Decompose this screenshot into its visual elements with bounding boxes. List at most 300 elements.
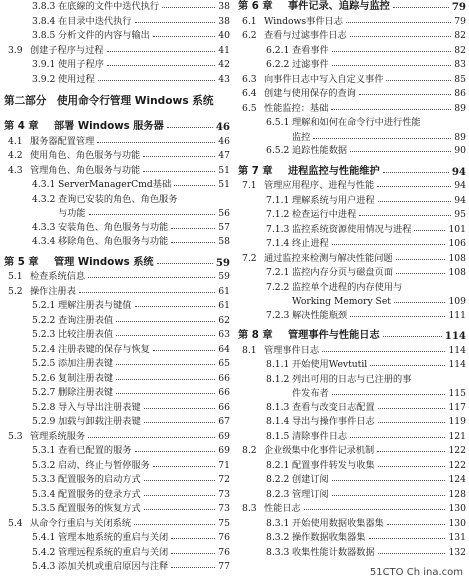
- toc-page-number: 94: [452, 179, 466, 194]
- toc-section[interactable]: [4, 430, 230, 445]
- toc-title: 查看与改变日志配置: [292, 401, 377, 416]
- toc-subsection[interactable]: [238, 266, 466, 281]
- toc-page-number: 51: [216, 164, 230, 179]
- toc-title: 操作注册表: [30, 285, 78, 300]
- toc-title: 安装角色、角色服务与功能: [58, 221, 170, 236]
- toc-title: 配置服务的登录方式: [58, 488, 143, 503]
- toc-title: 查看已配置的服务: [58, 444, 134, 459]
- toc-number: 5.2.9: [32, 416, 56, 427]
- toc-title: 导出与操作事件日志: [292, 415, 377, 430]
- toc-subsection[interactable]: [4, 488, 230, 503]
- toc-subsection[interactable]: [238, 281, 466, 296]
- toc-subsection[interactable]: [238, 208, 466, 223]
- toc-page-number: 63: [216, 328, 230, 343]
- toc-section[interactable]: [4, 135, 230, 150]
- toc-subsection[interactable]: [4, 357, 230, 372]
- toc-title: 通过监控来检测与解决性能问题: [264, 252, 395, 267]
- toc-number: 5.3: [8, 430, 23, 442]
- leader-dots: [162, 7, 215, 8]
- toc-page-number: 122: [446, 459, 466, 474]
- toc-page-number: 90: [452, 144, 466, 159]
- toc-title: 件发布者: [292, 388, 329, 399]
- leader-dots: [369, 538, 445, 539]
- leader-dots: [378, 408, 445, 409]
- leader-dots: [378, 553, 445, 554]
- toc-number: 5.4.2: [32, 546, 56, 558]
- toc-subsection[interactable]: [238, 58, 466, 73]
- toc-number: 3.9: [8, 44, 23, 56]
- leader-dots: [171, 567, 215, 568]
- leader-dots: [157, 263, 213, 264]
- toc-subsection[interactable]: [238, 194, 466, 209]
- toc-number: 5.2.6: [32, 372, 56, 384]
- leader-dots: [116, 335, 215, 336]
- toc-page-number: 86: [452, 87, 466, 102]
- part-heading: [4, 90, 230, 112]
- toc-page-number: 62: [216, 314, 230, 329]
- toc-section[interactable]: [4, 44, 230, 59]
- toc-section[interactable]: [4, 270, 230, 285]
- toc-title: 进程监控与性能维护: [288, 165, 382, 180]
- leader-dots: [116, 393, 215, 394]
- toc-page-number: 76: [216, 546, 230, 561]
- toc-subsection[interactable]: [4, 386, 230, 401]
- toc-number: 5.3.3: [32, 474, 56, 485]
- toc-page-number: 77: [216, 560, 230, 575]
- toc-number: 8.2: [242, 445, 257, 456]
- leader-dots: [79, 292, 215, 293]
- toc-page-number: 59: [215, 256, 230, 269]
- toc-page-number: 42: [216, 58, 230, 73]
- toc-page-number: 56: [218, 208, 230, 219]
- toc-number: 7.1.3: [266, 223, 290, 235]
- toc-page-number: 114: [446, 344, 466, 359]
- toc-title: 在目录中迭代执行: [58, 15, 134, 30]
- toc-subsection[interactable]: [238, 116, 466, 131]
- toc-number: 6.2.2: [266, 59, 290, 70]
- toc-subsection[interactable]: [238, 144, 466, 159]
- toc-entry-continuation[interactable]: [238, 131, 466, 145]
- leader-dots: [134, 524, 215, 525]
- toc-section[interactable]: [238, 102, 466, 117]
- toc-chapter[interactable]: [238, 165, 466, 180]
- toc-subsection[interactable]: [238, 358, 466, 373]
- toc-page-number: 89: [454, 131, 466, 143]
- leader-dots: [153, 466, 215, 467]
- toc-title: 分析文件的内容与输出: [58, 29, 152, 44]
- toc-title: 事件记录、追踪与监控: [288, 0, 392, 15]
- toc-page-number: 76: [216, 531, 230, 546]
- toc-subsection[interactable]: [4, 73, 230, 88]
- toc-section[interactable]: [4, 149, 230, 164]
- toc-title: 创建订阅: [292, 473, 331, 488]
- toc-page-number: 61: [216, 299, 230, 314]
- leader-dots: [394, 302, 445, 303]
- toc-section[interactable]: [238, 73, 466, 88]
- toc-chapter[interactable]: [238, 329, 466, 344]
- toc-title: 查看事件: [292, 44, 331, 59]
- toc-title: 部署 Windows 服务器: [54, 120, 166, 135]
- toc-section[interactable]: [238, 344, 466, 359]
- toc-subsection[interactable]: [4, 193, 230, 208]
- toc-page-number: 95: [452, 208, 466, 223]
- toc-page-number: 83: [452, 58, 466, 73]
- leader-dots: [97, 142, 215, 143]
- toc-title: 企业级集中化事件记录机制: [264, 444, 376, 459]
- toc-title: 删除注册表键: [58, 386, 115, 401]
- toc-title: 加载与卸载注册表键: [58, 415, 143, 430]
- toc-title: 检查运行中进程: [292, 208, 358, 223]
- toc-page-number: 71: [216, 459, 230, 474]
- toc-number: 8.2.3: [266, 488, 290, 500]
- toc-number: 6.4: [242, 88, 257, 99]
- toc-number: 5.3.1: [32, 445, 56, 456]
- toc-section[interactable]: [238, 444, 466, 459]
- toc-chapter[interactable]: [4, 120, 230, 135]
- toc-number: 5.3.4: [32, 488, 56, 500]
- leader-dots: [350, 437, 445, 438]
- toc-page-number: 73: [216, 488, 230, 503]
- toc-entry-continuation[interactable]: [238, 387, 466, 401]
- toc-subsection[interactable]: [4, 328, 230, 343]
- toc-title: 管理事件与性能日志: [288, 329, 382, 344]
- toc-subsection[interactable]: [4, 372, 230, 387]
- toc-title: 管理远程系统的重启与关闭: [58, 546, 170, 561]
- toc-section[interactable]: [238, 502, 466, 517]
- toc-section[interactable]: [238, 252, 466, 267]
- toc-number: 8.1.1: [266, 359, 290, 370]
- toc-number: 6.5: [242, 102, 257, 114]
- toc-number: 5.3.5: [32, 503, 56, 514]
- toc-subsection[interactable]: [4, 560, 230, 575]
- leader-dots: [88, 277, 215, 278]
- toc-number: 7.1.2: [266, 209, 290, 220]
- toc-number: 8.1.3: [266, 401, 290, 413]
- toc-page-number: 61: [216, 285, 230, 300]
- toc-page-number: 108: [446, 252, 466, 267]
- toc-subsection[interactable]: [4, 15, 230, 30]
- toc-number: 第 6 章: [238, 1, 273, 12]
- toc-title: 创建子程序与过程: [30, 44, 106, 59]
- toc-title: 解决性能瓶颈: [292, 309, 349, 324]
- toc-number: 8.3.1: [266, 517, 290, 529]
- toc-subsection[interactable]: [4, 178, 230, 193]
- toc-number: 8.1.2: [266, 373, 290, 385]
- toc-number: 7.2: [242, 252, 257, 264]
- toc-page-number: 121: [446, 430, 466, 445]
- toc-page-number: 132: [446, 546, 466, 561]
- toc-right-column: [238, 0, 466, 560]
- toc-subsection[interactable]: [238, 517, 466, 532]
- toc-number: 3.8.4: [32, 15, 56, 27]
- toc-page-number: 101: [446, 223, 466, 238]
- toc-number: 8.3.3: [266, 546, 290, 558]
- leader-dots: [377, 451, 445, 452]
- toc-subsection[interactable]: [238, 459, 466, 474]
- toc-number: 4.3: [8, 164, 23, 176]
- toc-number: 8.2.2: [266, 474, 290, 485]
- toc-title: 复制注册表键: [58, 372, 115, 387]
- leader-dots: [135, 451, 215, 452]
- toc-section[interactable]: [4, 285, 230, 300]
- toc-subsection[interactable]: [238, 488, 466, 503]
- toc-title: 导入与导出注册表键: [58, 401, 143, 416]
- toc-number: 5.4.3: [32, 561, 56, 572]
- toc-title: 添加注册表键: [58, 357, 115, 372]
- leader-dots: [143, 171, 215, 172]
- leader-dots: [144, 509, 215, 510]
- toc-title: 管理本地系统的重启与关闭: [58, 531, 170, 546]
- toc-page-number: 47: [216, 149, 230, 164]
- toc-title: 查询已安装的角色、角色服务: [58, 193, 179, 208]
- toc-title: 性能日志: [264, 502, 303, 517]
- toc-section[interactable]: [238, 15, 466, 30]
- leader-dots: [377, 186, 451, 187]
- leader-dots: [144, 408, 215, 409]
- leader-dots: [346, 22, 451, 23]
- leader-dots: [359, 215, 451, 216]
- toc-title: 开始使用Wevtutil: [292, 358, 369, 373]
- toc-section[interactable]: [4, 164, 230, 179]
- toc-page-number: 94: [452, 194, 466, 209]
- toc-number: 4.3.3: [32, 221, 56, 233]
- leader-dots: [396, 259, 445, 260]
- toc-page-number: 66: [216, 386, 230, 401]
- toc-title: 添加关机或重启原因与注释: [58, 560, 170, 575]
- toc-subsection[interactable]: [238, 237, 466, 252]
- leader-dots: [171, 228, 215, 229]
- toc-page-number: 66: [216, 401, 230, 416]
- toc-number: 6.2.1: [266, 44, 290, 56]
- toc-title: 使用过程: [58, 73, 97, 88]
- toc-number: 4.3.4: [32, 236, 56, 247]
- toc-number: 3.9.1: [32, 59, 56, 70]
- toc-number: 4.3.1: [32, 179, 56, 190]
- watermark: 51CTO Ch ina.com: [369, 567, 463, 578]
- toc-title: 监控: [292, 131, 311, 143]
- toc-number: 5.2.5: [32, 358, 56, 369]
- leader-dots: [167, 127, 213, 128]
- toc-page-number: 72: [216, 473, 230, 488]
- toc-subsection[interactable]: [4, 502, 230, 517]
- toc-section[interactable]: [238, 179, 466, 194]
- toc-number: 第 8 章: [238, 330, 273, 341]
- toc-title: 创建与使用保存的查询: [264, 87, 358, 102]
- toc-title: 追踪性能数据: [292, 144, 349, 159]
- toc-number: 7.1: [242, 180, 257, 191]
- leader-dots: [370, 365, 445, 366]
- leader-dots: [332, 480, 445, 481]
- leader-dots: [153, 350, 215, 351]
- toc-subsection[interactable]: [4, 299, 230, 314]
- leader-dots: [116, 364, 215, 365]
- toc-entry-continuation[interactable]: [4, 207, 230, 221]
- toc-subsection[interactable]: [4, 444, 230, 459]
- toc-title: 管理订阅: [292, 488, 331, 503]
- toc-number: 5.2: [8, 285, 23, 297]
- leader-dots: [171, 553, 215, 554]
- toc-subsection[interactable]: [4, 221, 230, 236]
- toc-page-number: 79: [451, 1, 466, 13]
- toc-page-number: 65: [216, 357, 230, 372]
- toc-page-number: 75: [216, 517, 230, 532]
- toc-subsection[interactable]: [238, 309, 466, 324]
- toc-number: 5.2.7: [32, 387, 56, 398]
- toc-subsection[interactable]: [238, 546, 466, 561]
- toc-subsection[interactable]: [4, 531, 230, 546]
- leader-dots: [174, 185, 215, 186]
- toc-subsection[interactable]: [238, 415, 466, 430]
- toc-page-number: 122: [446, 444, 466, 459]
- toc-number: 5.1: [8, 271, 23, 282]
- toc-title: ServerManagerCmd基础: [58, 178, 173, 193]
- toc-chapter[interactable]: [238, 0, 466, 15]
- toc-subsection[interactable]: [238, 430, 466, 445]
- toc-page-number: 40: [216, 29, 230, 44]
- toc-title: 管理事件日志: [264, 344, 321, 359]
- toc-page-number: 108: [446, 266, 466, 281]
- leader-dots: [144, 422, 215, 423]
- toc-subsection[interactable]: [4, 235, 230, 250]
- toc-title: 配置服务的恢复方式: [58, 502, 143, 517]
- toc-title: 查看与过滤事件日志: [264, 29, 349, 44]
- toc-subsection[interactable]: [4, 415, 230, 430]
- toc-subsection[interactable]: [4, 459, 230, 474]
- toc-page-number: 89: [452, 102, 466, 117]
- toc-page-number: 128: [446, 488, 466, 503]
- toc-subsection[interactable]: [4, 473, 230, 488]
- toc-number: 第 4 章: [4, 121, 39, 132]
- toc-title: 管理角色、角色服务与功能: [30, 164, 142, 179]
- leader-dots: [332, 394, 445, 395]
- toc-page-number: 46: [216, 135, 230, 150]
- toc-title: 注册表键的保存与恢复: [58, 343, 152, 358]
- leader-dots: [135, 306, 215, 307]
- toc-page-number: 73: [216, 502, 230, 517]
- toc-number: 6.5.1: [266, 117, 290, 128]
- toc-page-number: 57: [216, 221, 230, 236]
- leader-dots: [304, 509, 445, 510]
- toc-page-number: 109: [448, 296, 466, 307]
- toc-subsection[interactable]: [4, 401, 230, 416]
- toc-number: 3.9.2: [32, 73, 56, 85]
- toc-title: 在底線的文件中迭代执行: [58, 0, 161, 15]
- toc-number: 7.2.3: [266, 309, 290, 321]
- toc-title: Windows事件日志: [264, 15, 345, 30]
- toc-title: 服务器配置管理: [30, 135, 96, 150]
- leader-dots: [378, 422, 445, 423]
- toc-number: 6.5.2: [266, 145, 290, 156]
- toc-number: 3.8.5: [32, 30, 56, 41]
- toc-number: 5.2.8: [32, 401, 56, 413]
- toc-number: 4.2: [8, 150, 23, 161]
- toc-title: 理解和如何在命令行中进行性能: [292, 116, 423, 131]
- toc-page-number: 46: [215, 121, 230, 133]
- toc-page-number: 130: [446, 502, 466, 517]
- toc-title: 启动、终止与暂停服务: [58, 459, 152, 474]
- toc-title: 配置事件转发与收集: [292, 459, 377, 474]
- toc-section[interactable]: [238, 87, 466, 102]
- leader-dots: [313, 138, 451, 139]
- toc-page-number: 94: [451, 165, 466, 178]
- toc-section[interactable]: [238, 29, 466, 44]
- leader-dots: [107, 65, 215, 66]
- toc-page-number: 111: [446, 309, 466, 324]
- toc-subsection[interactable]: [4, 58, 230, 73]
- leader-dots: [171, 242, 215, 243]
- toc-subsection[interactable]: [4, 29, 230, 44]
- toc-subsection[interactable]: [4, 343, 230, 358]
- toc-page-number: 59: [216, 270, 230, 285]
- leader-dots: [88, 437, 215, 438]
- toc-section[interactable]: [4, 517, 230, 532]
- toc-subsection[interactable]: [238, 44, 466, 59]
- toc-title: 管理系统服务: [30, 430, 87, 445]
- toc-subsection[interactable]: [4, 546, 230, 561]
- toc-page-number: 114: [444, 330, 466, 342]
- toc-title: 查询注册表值: [58, 314, 115, 329]
- leader-dots: [350, 151, 451, 152]
- toc-subsection[interactable]: [238, 223, 466, 238]
- toc-title: 比较注册表值: [58, 328, 115, 343]
- toc-title: 理解注册表与键值: [58, 299, 134, 314]
- toc-title: 过滤事件: [292, 58, 331, 73]
- toc-number: 8.1.4: [266, 416, 290, 427]
- toc-number: 5.2.1: [32, 300, 56, 311]
- leader-dots: [414, 230, 445, 231]
- toc-subsection[interactable]: [4, 0, 230, 15]
- toc-page-number: 85: [452, 73, 466, 88]
- toc-number: 8.2.1: [266, 459, 290, 471]
- leader-dots: [350, 36, 451, 37]
- toc-subsection[interactable]: [238, 531, 466, 546]
- toc-page-number: 69: [216, 444, 230, 459]
- toc-subsection[interactable]: [238, 473, 466, 488]
- toc-subsection[interactable]: [238, 373, 466, 388]
- leader-dots: [332, 51, 451, 52]
- toc-entry-continuation[interactable]: [238, 295, 466, 309]
- toc-page-number: 51: [216, 178, 230, 193]
- toc-page-number: 106: [446, 237, 466, 252]
- toc-number: 8.1: [242, 344, 257, 356]
- leader-dots: [322, 351, 445, 352]
- toc-number: 6.3: [242, 73, 257, 85]
- toc-title: 移除角色、角色服务与功能: [58, 235, 170, 250]
- toc-title: 监控系统资源使用情况与进程: [292, 223, 413, 238]
- toc-title: 使用子程序: [58, 58, 106, 73]
- leader-dots: [332, 495, 445, 496]
- leader-dots: [393, 7, 449, 8]
- leader-dots: [143, 156, 215, 157]
- toc-chapter[interactable]: [4, 256, 230, 271]
- toc-title: 与功能: [58, 208, 86, 219]
- toc-number: 4.1: [8, 135, 23, 147]
- toc-number: 8.3: [242, 503, 257, 514]
- toc-subsection[interactable]: [4, 314, 230, 329]
- toc-number: 5.4: [8, 517, 23, 529]
- leader-dots: [98, 80, 215, 81]
- toc-page-number: 38: [216, 15, 230, 30]
- toc-number: 4.3.2: [32, 193, 56, 205]
- toc-page-number: 58: [216, 235, 230, 250]
- leader-dots: [396, 273, 445, 274]
- toc-page-number: 67: [216, 415, 230, 430]
- toc-page-number: 69: [216, 430, 230, 445]
- toc-title: 终止进程: [292, 237, 331, 252]
- leader-dots: [144, 495, 215, 496]
- toc-subsection[interactable]: [238, 401, 466, 416]
- toc-title: 使用角色、角色服务与功能: [30, 149, 142, 164]
